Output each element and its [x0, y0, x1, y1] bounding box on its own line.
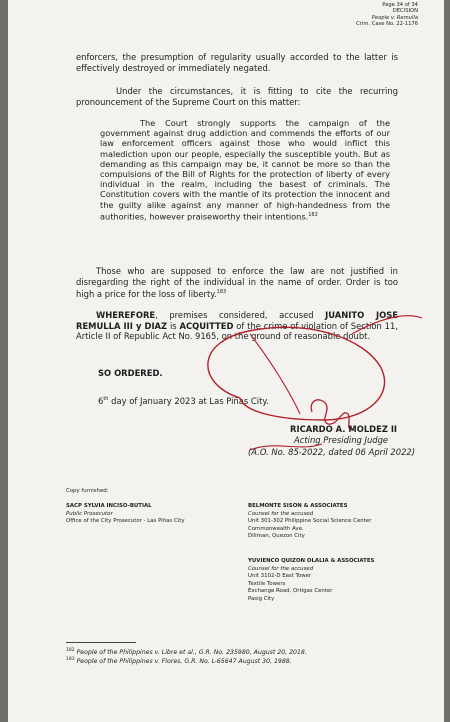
footnote-182: $^{182}$ People of the Philippines v. Libre et al., G.R. No. 235980, August 20, 2018. [66, 648, 307, 657]
copy-recipient-counsel-2: YUVIENCO QUIZON OLALIA & ASSOCIATES Counsel for the accused Unit 3102-D East Tower Textile Towers Exchange Road, Ortigas Center Pasig City [248, 558, 375, 602]
footnote-ref-182: 182 [308, 211, 318, 218]
footnote-ref-183: 183 [216, 289, 227, 296]
copy-recipient-prosecutor: SACP SYLVIA INCISO-BUTIAL Public Prosecutor Office of the City Prosecutor - Las Piñas City [66, 503, 185, 525]
copy-furnished-label: Copy furnished: [66, 488, 109, 494]
judge-title: Acting Presiding Judge [294, 434, 389, 445]
accused-name: JUANITO JOSE REMULLA III y DIAZ [76, 310, 398, 331]
handwritten-signature [8, 0, 444, 722]
document-page [8, 0, 444, 722]
judge-signature-block [290, 424, 397, 445]
case-number: Crim. Case No. 22-1176 [356, 21, 418, 28]
date-line: 6th day of January 2023 at Las Piñas City. [98, 395, 269, 406]
paragraph-order-text: Those who are supposed to enforce the law are not justified in disregarding the right of the individual in the name of order. Order is too high a price for the loss of liberty. [76, 266, 398, 299]
so-ordered: SO ORDERED. [98, 368, 163, 378]
verdict: ACQUITTED [179, 320, 234, 331]
quote-text: The Court strongly supports the campaign of the government against drug addiction and commends the efforts of our law enforcement officers against those who would inflict this malediction upon our people, especially the susceptible youth. But as demanding as this campaign may be, it cannot be more so than the compulsions of the Bill of Rights for the protection of liberty of every individual in the realm, including the basest of criminals. The Constitution covers with the mantle of its protection the innocent and the guilty alike against any manner of high-handedness from the authorities, however praiseworthy their intentions. [100, 118, 390, 222]
page-number: Page 34 of 34 [382, 2, 418, 8]
paragraph-circumstances: Under the circumstances, it is fitting to cite the recurring pronouncement of the Supreme Court on this matter: [76, 86, 398, 107]
document-type: DECISION [392, 8, 418, 15]
footnote-183: $^{183}$ People of the Philippines v. Flores, G.R. No. L-65647 August 30, 1988. [66, 657, 292, 666]
paragraph-continuation: enforcers, the presumption of regularity usually accorded to the latter is effectively destroyed or immediately negated. [76, 52, 398, 73]
administrative-order: (A.O. No. 85-2022, dated 06 April 2022) [248, 447, 416, 457]
case-title: People v. Remulla [371, 14, 418, 21]
copy-recipient-counsel-1: BELMONTE SISON & ASSOCIATES Counsel for the accused Unit 301-302 Philippine Social Science Center Commonwealth Ave. Diliman, Quezon City [248, 503, 372, 540]
footnote-divider [66, 642, 136, 643]
judge-name: RICARDO A. MOLDEZ II [290, 424, 398, 434]
paragraph-wherefore: WHEREFORE, premises considered, accused JUANITO JOSE REMULLA III y DIAZ is ACQUITTED of the crime of violation of Section 11, Article II of Republic Act No. 9165, on the ground of reasonable doubt. [76, 310, 399, 342]
wherefore-lead: WHEREFORE [96, 310, 156, 320]
